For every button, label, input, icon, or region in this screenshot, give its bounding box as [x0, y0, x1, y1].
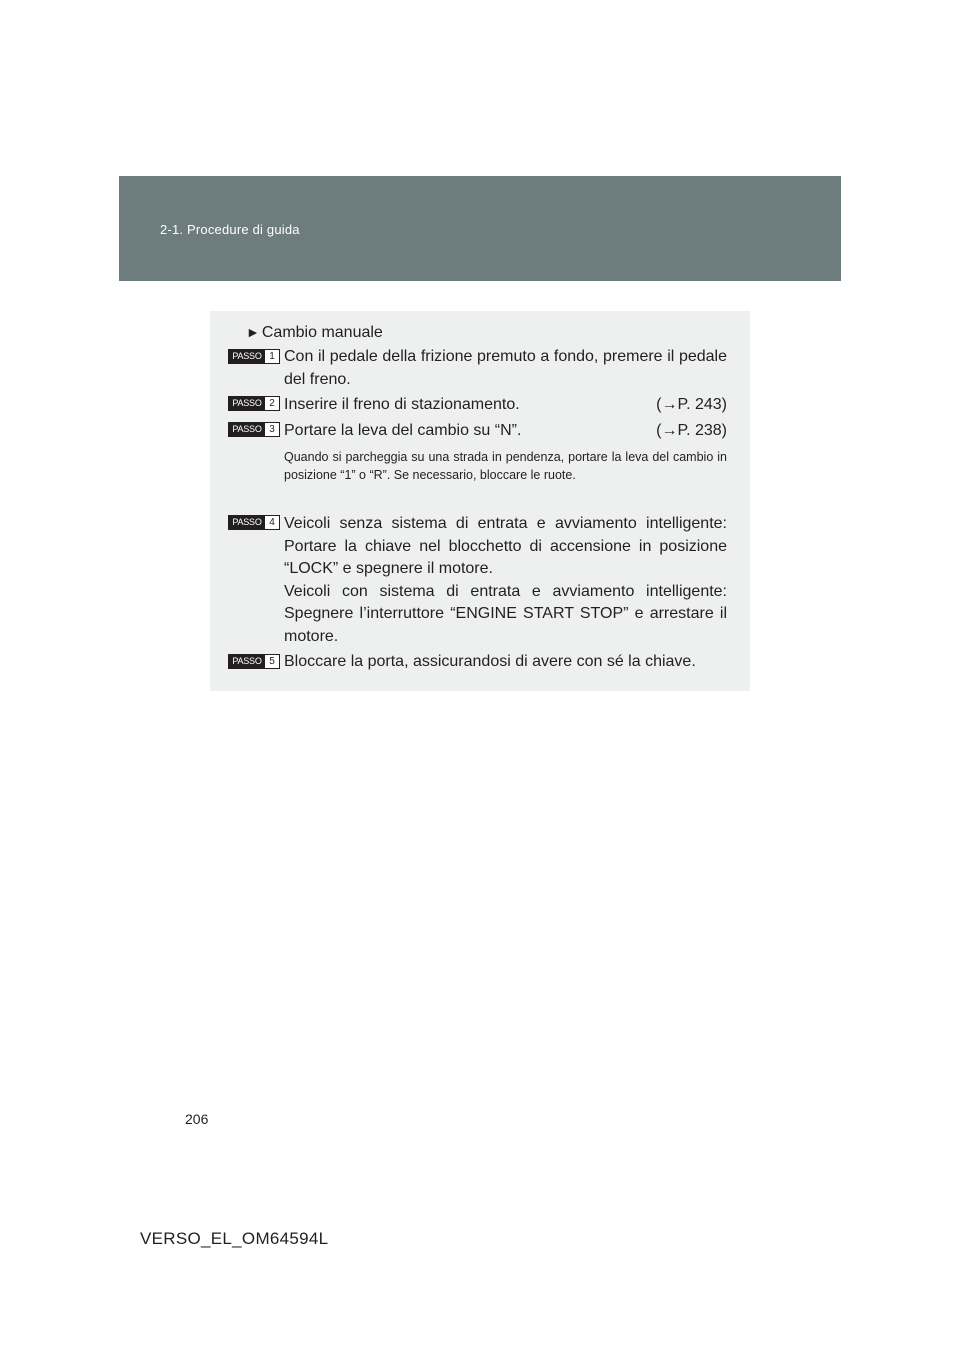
step-badge-label: PASSO	[229, 655, 265, 668]
step-3-line	[284, 420, 727, 442]
pointer-arrow-icon: ►	[246, 324, 260, 340]
step-4-text-keyless-absent: Veicoli senza sistema di entrata e avviamento intelligente: Portare la chiave nel blocchetto di accensione in posizione “LOCK” e spegnere il motore.	[284, 515, 727, 577]
step-2-badge	[228, 396, 280, 411]
document-code: VERSO_EL_OM64594L	[140, 1229, 329, 1248]
step-2-text: Inserire il freno di stazionamento.	[284, 396, 520, 413]
section-header-band	[119, 176, 841, 281]
page-number: 206	[185, 1111, 209, 1127]
step-2-line	[284, 394, 727, 416]
subheading-text: Cambio manuale	[261, 324, 383, 341]
step-1-text: Con il pedale della frizione premuto a fondo, premere il pedale del freno.	[284, 348, 727, 388]
procedure-box	[210, 311, 750, 691]
step-5-badge	[228, 654, 280, 669]
step-1-badge	[228, 349, 280, 364]
step-2-page-ref: (→P. 243)	[656, 396, 727, 413]
step-4-badge	[228, 515, 280, 530]
step-badge-number: 2	[269, 398, 275, 409]
step-4-text	[284, 513, 727, 648]
step-5-text: Bloccare la porta, assicurandosi di avere con sé la chiave.	[284, 653, 696, 670]
step-badge-number: 5	[269, 656, 275, 667]
step-3-text: Portare la leva del cambio su “N”.	[284, 422, 522, 439]
step-3-page-ref: (→P. 238)	[656, 422, 727, 439]
step-badge-number: 4	[269, 517, 275, 528]
step-badge-number: 1	[269, 351, 275, 362]
step-badge-number: 3	[269, 424, 275, 435]
step-3-badge	[228, 422, 280, 437]
step-4-text-keyless-present: Veicoli con sistema di entrata e avviamento intelligente: Spegnere l’interruttore “ENGINE START STOP” e arrestare il motore.	[284, 582, 727, 645]
procedure-subheading	[246, 322, 383, 343]
section-label: 2-1. Procedure di guida	[160, 222, 300, 237]
step-3-note: Quando si parcheggia su una strada in pendenza, portare la leva del cambio in posizione “1” o “R”. Se necessario, bloccare le ruote.	[284, 450, 727, 482]
step-badge-label: PASSO	[229, 397, 265, 410]
step-badge-label: PASSO	[229, 350, 265, 363]
step-badge-label: PASSO	[229, 423, 265, 436]
step-badge-label: PASSO	[229, 516, 265, 529]
